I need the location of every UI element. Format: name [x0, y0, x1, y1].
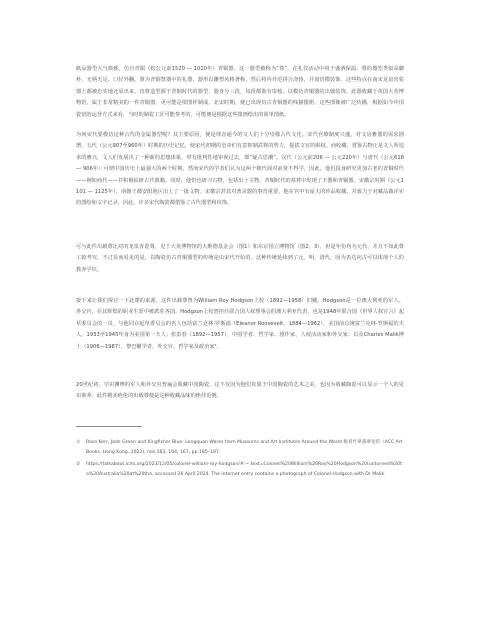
footnote-text: Rosa Kerr, Jade Green and Kingfisher Blue: Longquan Wares from Museums and Art Institutes Around the World 梅青竹翠翡翠龙窑（ACC Art Books, Hong Kong, 2022), nos.163, 164, 167, pp.185–187.: [86, 440, 403, 455]
body-paragraph-5: 20世纪初，学识渊博的军人和外交官普遍会收藏中国陶瓷。这不仅因为他们钦慕于中国陶瓷的艺术之美，也因为收藏陶瓷可以显示一个人的见识素养。此件精美绝伦的出载尊便是这种收藏品味的绝佳范例。: [76, 382, 404, 400]
footnote-link-text[interactable]: https://talkabout.iclro.org/2023/12/05/colonel-william-roy-hodgson/#:~:text=Colonel%20William%20Roy%20Hodgson%20(unturned%20to%20Australia%20at%20the, accessed 26 April 2024. The internet entry contains a photograph of Colonel Hodgson with Dr Malik.: [86, 462, 402, 477]
body-paragraph-3: 可与此件出载尊比对的龙泉青瓷尊，见于大英博物馆的大维德基金会（图1）和东京国立博物馆（图2、3），但是年份均为元代，并且不如此尊工致考究。不过显而易见的是，以陶瓷仿古青铜器型的传统是由宋代开始的。这种传统延续到了元、明、清代，因为表达向古可以体现个人的教养学识。: [76, 244, 404, 273]
footnote-divider: [76, 426, 142, 427]
body-paragraph-1: 纸品器型大气典雅，仿自青铜（约公元前1520 — 1010年）青铜器。这一器型被称为“尊”，在礼仪活动中用于盛酒保温。尊的器型类似高脚杯，无柄无足，口径外翻。尊为青铜祭器中的礼器，器形以雕塑风格著称，然后将内外范拼合浇铸，并加窑模装饰。这些特点在南宋龙泉窑瓷器上都被忠实地还原出来，出尊造型源于青铜时代的器型，器身分三段，每段都饰有扉棱，以模仿青铜器的出戟装饰。此器收藏于英国大英博物馆，属于非常精美的一件青铜器，更可能是依图样制成，北宋时期，便已出现仿古青铜器的线描图册。这些图像被广泛传播，根据如今中国瓷窑的运营方式来看，当时的制瓷工匠可能参考的，可能便是根据这些图画绘出的简单图纸。: [76, 66, 404, 118]
footnote-number: ①: [76, 440, 81, 445]
footnote-1: [76, 438, 404, 458]
body-paragraph-4: 接下来让我们探讨一下此尊的来源。这件出载尊曾为William Roy Hodgson上校（1892—1958）旧藏。Hodgson是一位澳大利亚的军人、外交官，在其辉煌的职业生涯中被派驻各国。Hodgson上校曾担任联合国人权理事会的澳大利亚代表，也是1948年联合国《世界人权宣言》起草委员会的一员，与他同在起草委员会的名人包括富兰克林·罗斯福（Eleanor Roosevelt，1884—1962），美国前总统富兰克林·罗斯福的夫人。1933至1945年身为美国第一夫人；张彭春（1892—1957），中国学者、哲学家、剧作家、人权活动家和外交家；以及Charles Malik博士（1906—1987），黎巴嫩学者、外交官、哲学家及政治家²。: [76, 298, 404, 350]
footnote-number: ②: [76, 462, 81, 467]
body-paragraph-2: 为何宋代要模仿这种古代的金属器型呢？其主要原因，便是理念通今的文人们十分崇敬古代文化。宋代官僚制度兴盛，对文房雅器的需求剧增。五代（公元907至960年）时期的历史记忆，使宋代初期的皇帝们有意抑制武将的势力，提拔文官的职权。而收藏、赏鉴古物正是文人所追求的雅兴，文人们发展出了一种新的思想体系，带有批判性地审视过去，即“疑古思潮”。汉代（公元前206 — 公元220年）与唐代（公元618 — 906年）可谓中国历史上最强大的两个时期，然而宋代的学者们认为这两个朝代面对前贤不得学，因此，他们投身研究更加古老的青铜时代——例如商代——并积极钻研古代典籍。同时，他们也研习古物，包括出土文物。青铜时代的墓葬中发现了玉器和青铜器，宋徽宗时期（公元1101 — 1125年），南朝王都安阳地区出土了一批文物。宋徽宗甚其对著录器的事营重要，他在宫中有庞大的珍品收藏，并致力于对藏品做详实的图绘和文字记录，因此，许多宋代陶瓷都借鉴了古代器型和纹饰。: [76, 132, 404, 207]
footnote-2: [76, 460, 404, 480]
